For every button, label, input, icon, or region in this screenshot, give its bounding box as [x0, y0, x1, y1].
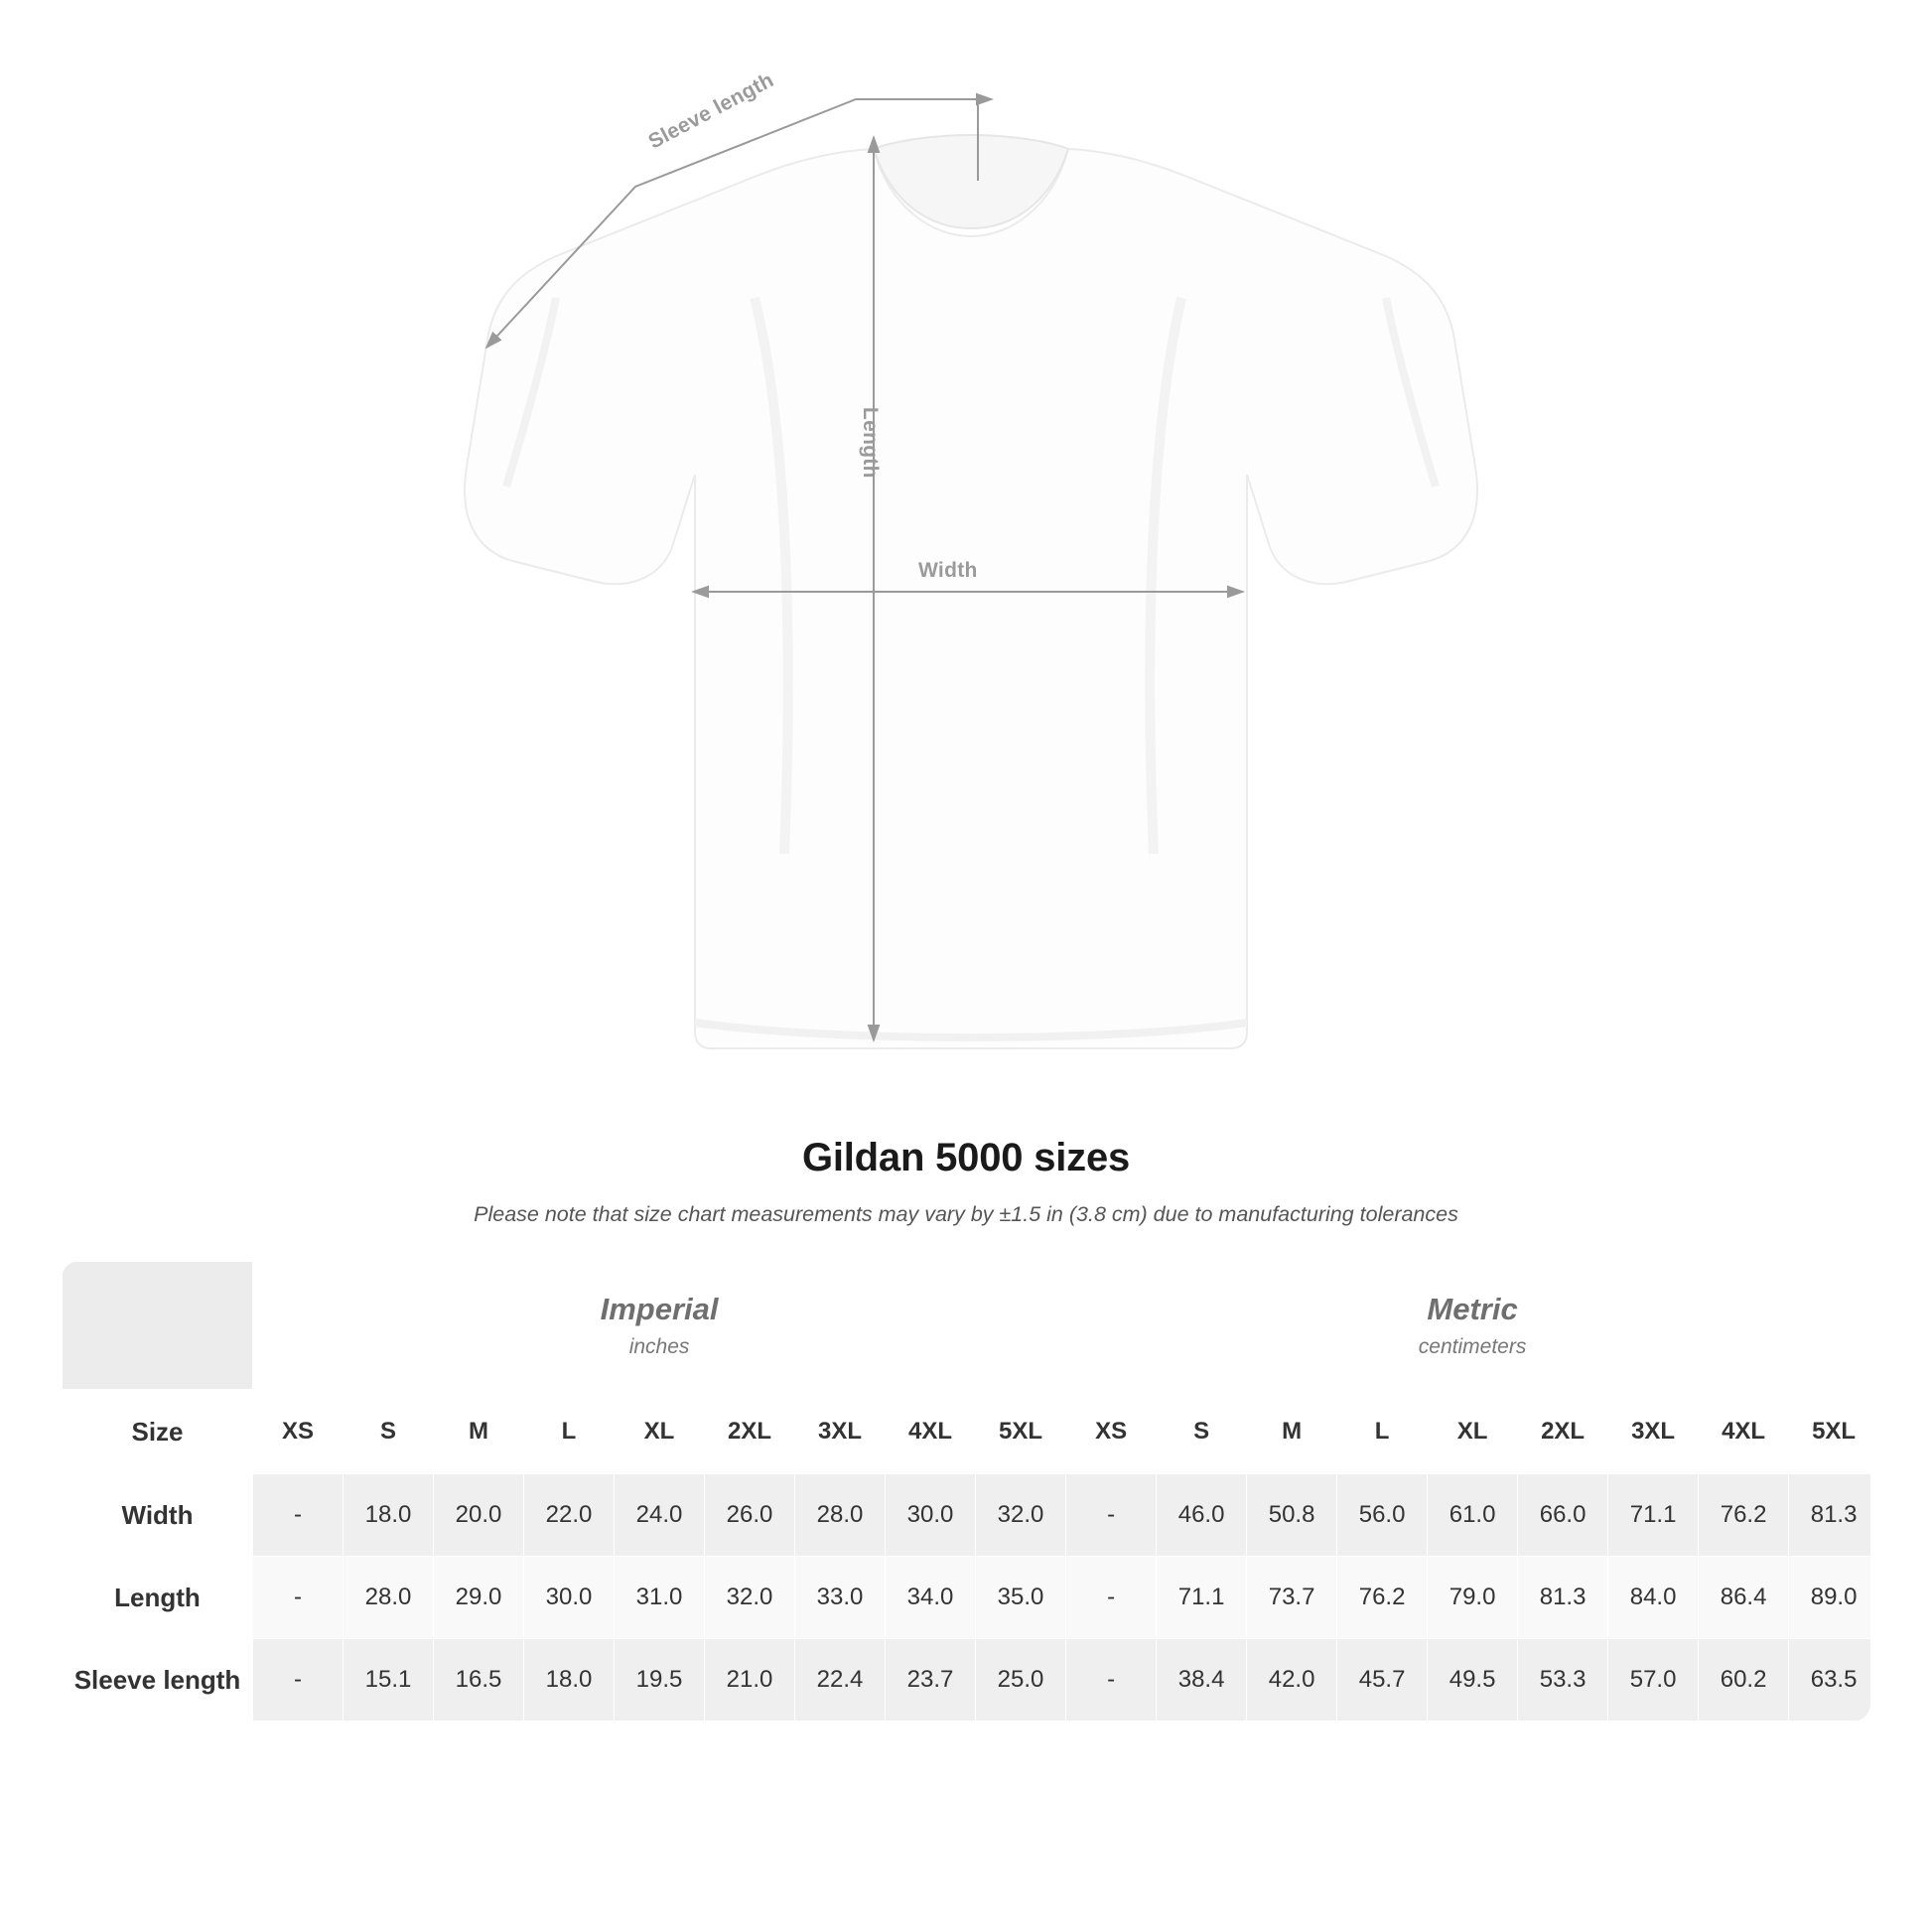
size-header-imperial-3xl: 3XL — [795, 1390, 886, 1474]
unit-group-imperial-unit: inches — [628, 1335, 690, 1358]
cell-sleeve-imperial-s: 15.1 — [344, 1639, 434, 1722]
row-label-width: Width — [63, 1474, 253, 1557]
size-header-row — [63, 1390, 1871, 1474]
cell-length-metric-xl: 79.0 — [1428, 1557, 1518, 1639]
cell-sleeve-imperial-5xl: 25.0 — [976, 1639, 1066, 1722]
size-header-metric-xl: XL — [1428, 1390, 1518, 1474]
title-block — [0, 1136, 1932, 1227]
size-header-imperial-2xl: 2XL — [705, 1390, 795, 1474]
cell-length-metric-3xl: 84.0 — [1608, 1557, 1699, 1639]
cell-width-imperial-m: 20.0 — [434, 1474, 524, 1557]
cell-width-metric-l: 56.0 — [1337, 1474, 1428, 1557]
size-header-imperial-xl: XL — [615, 1390, 705, 1474]
cell-width-imperial-l: 22.0 — [524, 1474, 615, 1557]
unit-row-spacer — [63, 1262, 253, 1390]
cell-width-imperial-3xl: 28.0 — [795, 1474, 886, 1557]
size-header-imperial-l: L — [524, 1390, 615, 1474]
cell-width-metric-4xl: 76.2 — [1699, 1474, 1789, 1557]
cell-length-metric-m: 73.7 — [1247, 1557, 1337, 1639]
cell-length-metric-s: 71.1 — [1157, 1557, 1247, 1639]
cell-sleeve-imperial-4xl: 23.7 — [886, 1639, 976, 1722]
size-header-imperial-m: M — [434, 1390, 524, 1474]
cell-width-imperial-2xl: 26.0 — [705, 1474, 795, 1557]
size-header-metric-2xl: 2XL — [1518, 1390, 1608, 1474]
size-header-metric-m: M — [1247, 1390, 1337, 1474]
row-label-length: Length — [63, 1557, 253, 1639]
cell-width-imperial-4xl: 30.0 — [886, 1474, 976, 1557]
size-header-metric-l: L — [1337, 1390, 1428, 1474]
cell-sleeve-metric-3xl: 57.0 — [1608, 1639, 1699, 1722]
cell-sleeve-imperial-2xl: 21.0 — [705, 1639, 795, 1722]
cell-length-metric-5xl: 89.0 — [1789, 1557, 1870, 1639]
cell-length-imperial-s: 28.0 — [344, 1557, 434, 1639]
unit-group-metric-unit: centimeters — [1418, 1335, 1527, 1358]
size-header-metric-3xl: 3XL — [1608, 1390, 1699, 1474]
table-row — [63, 1639, 1871, 1722]
cell-length-imperial-m: 29.0 — [434, 1557, 524, 1639]
cell-width-imperial-5xl: 32.0 — [976, 1474, 1066, 1557]
cell-sleeve-metric-xl: 49.5 — [1428, 1639, 1518, 1722]
cell-width-imperial-xl: 24.0 — [615, 1474, 705, 1557]
sleeve-length-label: Sleeve length — [644, 69, 778, 154]
size-header-imperial-s: S — [344, 1390, 434, 1474]
table-row — [63, 1557, 1871, 1639]
cell-width-metric-3xl: 71.1 — [1608, 1474, 1699, 1557]
cell-sleeve-imperial-3xl: 22.4 — [795, 1639, 886, 1722]
size-header-metric-xs: XS — [1066, 1390, 1157, 1474]
cell-sleeve-metric-2xl: 53.3 — [1518, 1639, 1608, 1722]
size-header-metric-s: S — [1157, 1390, 1247, 1474]
size-header-label: Size — [63, 1390, 253, 1474]
size-chart-table — [62, 1261, 1870, 1722]
cell-width-metric-2xl: 66.0 — [1518, 1474, 1608, 1557]
cell-length-imperial-xs: - — [253, 1557, 344, 1639]
size-header-imperial-4xl: 4XL — [886, 1390, 976, 1474]
cell-length-imperial-4xl: 34.0 — [886, 1557, 976, 1639]
unit-group-imperial — [253, 1262, 1066, 1390]
size-chart-table-wrapper — [62, 1261, 1870, 1722]
cell-width-imperial-xs: - — [253, 1474, 344, 1557]
table-row — [63, 1474, 1871, 1557]
cell-sleeve-metric-s: 38.4 — [1157, 1639, 1247, 1722]
cell-width-metric-xl: 61.0 — [1428, 1474, 1518, 1557]
cell-length-imperial-2xl: 32.0 — [705, 1557, 795, 1639]
cell-sleeve-imperial-xs: - — [253, 1639, 344, 1722]
unit-group-header-row — [63, 1262, 1871, 1390]
unit-group-metric — [1066, 1262, 1870, 1390]
cell-sleeve-metric-m: 42.0 — [1247, 1639, 1337, 1722]
cell-width-imperial-s: 18.0 — [344, 1474, 434, 1557]
cell-sleeve-metric-xs: - — [1066, 1639, 1157, 1722]
unit-group-metric-name: Metric — [1427, 1292, 1518, 1326]
cell-width-metric-xs: - — [1066, 1474, 1157, 1557]
cell-length-imperial-5xl: 35.0 — [976, 1557, 1066, 1639]
page-title: Gildan 5000 sizes — [801, 1136, 1131, 1179]
cell-sleeve-metric-5xl: 63.5 — [1789, 1639, 1870, 1722]
cell-width-metric-m: 50.8 — [1247, 1474, 1337, 1557]
row-label-sleeve-length: Sleeve length — [63, 1639, 253, 1722]
size-header-metric-5xl: 5XL — [1789, 1390, 1870, 1474]
cell-length-metric-xs: - — [1066, 1557, 1157, 1639]
cell-sleeve-imperial-xl: 19.5 — [615, 1639, 705, 1722]
cell-length-imperial-xl: 31.0 — [615, 1557, 705, 1639]
width-label: Width — [918, 559, 978, 582]
size-header-imperial-xs: XS — [253, 1390, 344, 1474]
cell-width-metric-s: 46.0 — [1157, 1474, 1247, 1557]
cell-length-metric-2xl: 81.3 — [1518, 1557, 1608, 1639]
cell-length-imperial-l: 30.0 — [524, 1557, 615, 1639]
cell-sleeve-imperial-m: 16.5 — [434, 1639, 524, 1722]
cell-length-metric-4xl: 86.4 — [1699, 1557, 1789, 1639]
cell-sleeve-imperial-l: 18.0 — [524, 1639, 615, 1722]
cell-sleeve-metric-l: 45.7 — [1337, 1639, 1428, 1722]
size-header-imperial-5xl: 5XL — [976, 1390, 1066, 1474]
length-label: Length — [859, 407, 882, 479]
cell-length-imperial-3xl: 33.0 — [795, 1557, 886, 1639]
size-header-metric-4xl: 4XL — [1699, 1390, 1789, 1474]
cell-width-metric-5xl: 81.3 — [1789, 1474, 1870, 1557]
cell-sleeve-metric-4xl: 60.2 — [1699, 1639, 1789, 1722]
unit-group-imperial-name: Imperial — [600, 1292, 719, 1326]
tolerance-note: Please note that size chart measurements may vary by ±1.5 in (3.8 cm) due to manufacturing tolerances — [474, 1202, 1458, 1226]
cell-length-metric-l: 76.2 — [1337, 1557, 1428, 1639]
